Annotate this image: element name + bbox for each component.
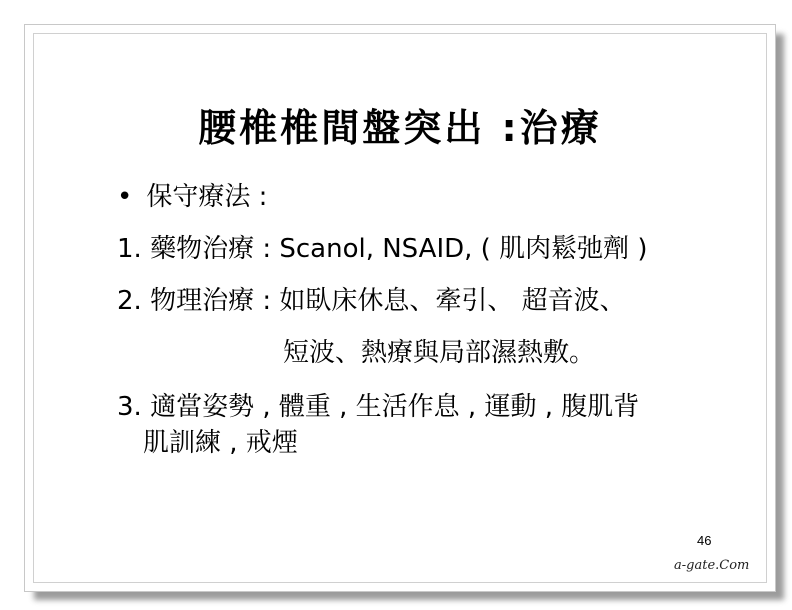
bullet-line (117, 181, 267, 213)
list-item-2 (117, 285, 626, 317)
bullet-text: 保守療法 : (146, 182, 268, 212)
page-number: 46 (697, 533, 712, 548)
list-item-2-continuation (283, 337, 595, 369)
list-item-number: 1. (117, 234, 142, 264)
bullet-symbol: • (117, 182, 133, 212)
list-item-number: 2. (117, 286, 142, 316)
list-item-text: 適當姿勢 , 體重 , 生活作息 , 運動 , 腹肌背 (150, 392, 640, 422)
list-item-number: 3. (117, 392, 142, 422)
watermark: a-gate.Com (674, 558, 750, 573)
slide-title: 腰椎椎間盤突出 :治療 (198, 106, 602, 150)
list-item-1 (117, 233, 648, 265)
list-item-text: 肌訓練 , 戒煙 (143, 428, 298, 458)
list-item-3-continuation (143, 427, 298, 459)
slide (24, 24, 776, 592)
list-item-text: 藥物治療 : Scanol, NSAID, ( 肌肉鬆弛劑 ) (150, 234, 648, 264)
list-item-text: 短波、熱療與局部濕熱敷。 (283, 338, 596, 368)
list-item-3 (117, 391, 639, 423)
list-item-text: 物理治療 : 如臥床休息、牽引、 超音波、 (150, 286, 626, 316)
